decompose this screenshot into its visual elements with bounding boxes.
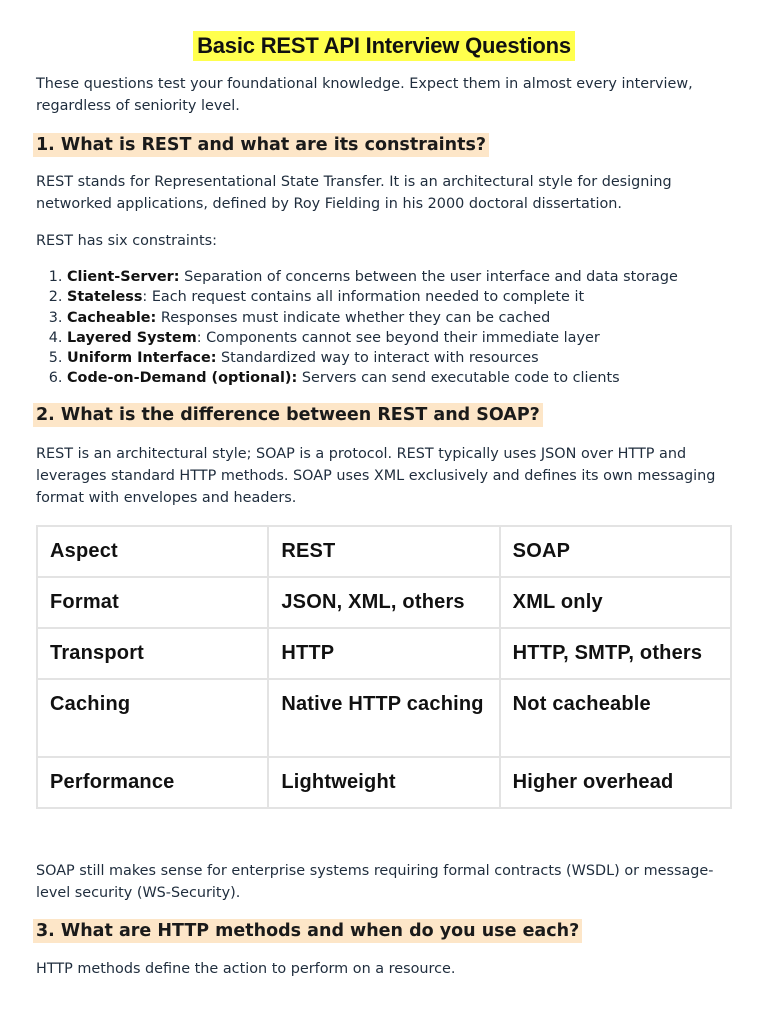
constraint-desc: Separation of concerns between the user interface and data storage — [179, 269, 678, 285]
table-cell: Caching — [37, 679, 268, 757]
intro-paragraph: These questions test your foundational knowledge. Expect them in almost every interview, regardless of seniority level. — [36, 76, 693, 114]
table-cell: JSON, XML, others — [268, 577, 499, 628]
constraint-term: Stateless — [67, 289, 143, 306]
table-cell: Lightweight — [268, 757, 499, 808]
constraint-desc: Servers can send executable code to clients — [297, 370, 620, 387]
question-2-heading: 2. What is the difference between REST and SOAP? — [33, 403, 543, 427]
list-item — [67, 348, 768, 368]
q1-paragraph-1: REST stands for Representational State Transfer. It is an architectural style for designing networked applications, defined by Roy Fielding in his 2000 doctoral dissertation. — [36, 174, 672, 212]
table-cell: Aspect — [37, 526, 268, 577]
constraint-desc: : Each request contains all information needed to complete it — [142, 289, 585, 306]
page-title: Basic REST API Interview Questions — [193, 31, 575, 61]
constraint-term: Client-Server: — [67, 269, 180, 285]
question-1-heading: 1. What is REST and what are its constraints? — [33, 133, 489, 157]
table-cell: Format — [37, 577, 268, 628]
list-item — [67, 368, 768, 388]
table-row — [37, 577, 731, 628]
comparison-table — [36, 525, 732, 809]
q2-paragraph-2: SOAP still makes sense for enterprise systems requiring formal contracts (WSDL) or message-level security (WS-Security). — [36, 863, 714, 901]
constraint-term: Cacheable: — [67, 309, 157, 326]
q3-paragraph-1: HTTP methods define the action to perform on a resource. — [36, 961, 456, 977]
table-header-row — [37, 526, 731, 577]
list-item — [67, 308, 768, 328]
table-cell: REST — [268, 526, 499, 577]
table-cell: Performance — [37, 757, 268, 808]
constraint-term: Layered System — [67, 329, 197, 346]
table-cell: Higher overhead — [500, 757, 731, 808]
table-cell: Not cacheable — [500, 679, 731, 757]
list-item — [67, 328, 768, 348]
q2-paragraph-1: REST is an architectural style; SOAP is a protocol. REST typically uses JSON over HTTP and leverages standard HTTP methods. SOAP uses XML exclusively and defines its own messaging format with envelopes and headers. — [36, 446, 716, 506]
list-item — [67, 267, 768, 287]
table-cell: HTTP, SMTP, others — [500, 628, 731, 679]
table-cell: Native HTTP caching — [268, 679, 499, 757]
constraint-term: Uniform Interface: — [67, 350, 217, 367]
table-row — [37, 628, 731, 679]
constraint-term: Code-on-Demand (optional): — [67, 370, 298, 387]
constraints-list — [36, 267, 768, 389]
table-row — [37, 679, 731, 757]
constraint-desc: Standardized way to interact with resources — [216, 350, 539, 367]
list-item — [67, 287, 768, 307]
constraint-desc: : Components cannot see beyond their immediate layer — [196, 329, 600, 346]
table-cell: SOAP — [500, 526, 731, 577]
table-cell: XML only — [500, 577, 731, 628]
table-row — [37, 757, 731, 808]
table-cell: HTTP — [268, 628, 499, 679]
q1-paragraph-2: REST has six constraints: — [36, 233, 218, 249]
constraint-desc: Responses must indicate whether they can be cached — [156, 309, 551, 326]
question-3-heading: 3. What are HTTP methods and when do you use each? — [33, 919, 582, 943]
table-cell: Transport — [37, 628, 268, 679]
